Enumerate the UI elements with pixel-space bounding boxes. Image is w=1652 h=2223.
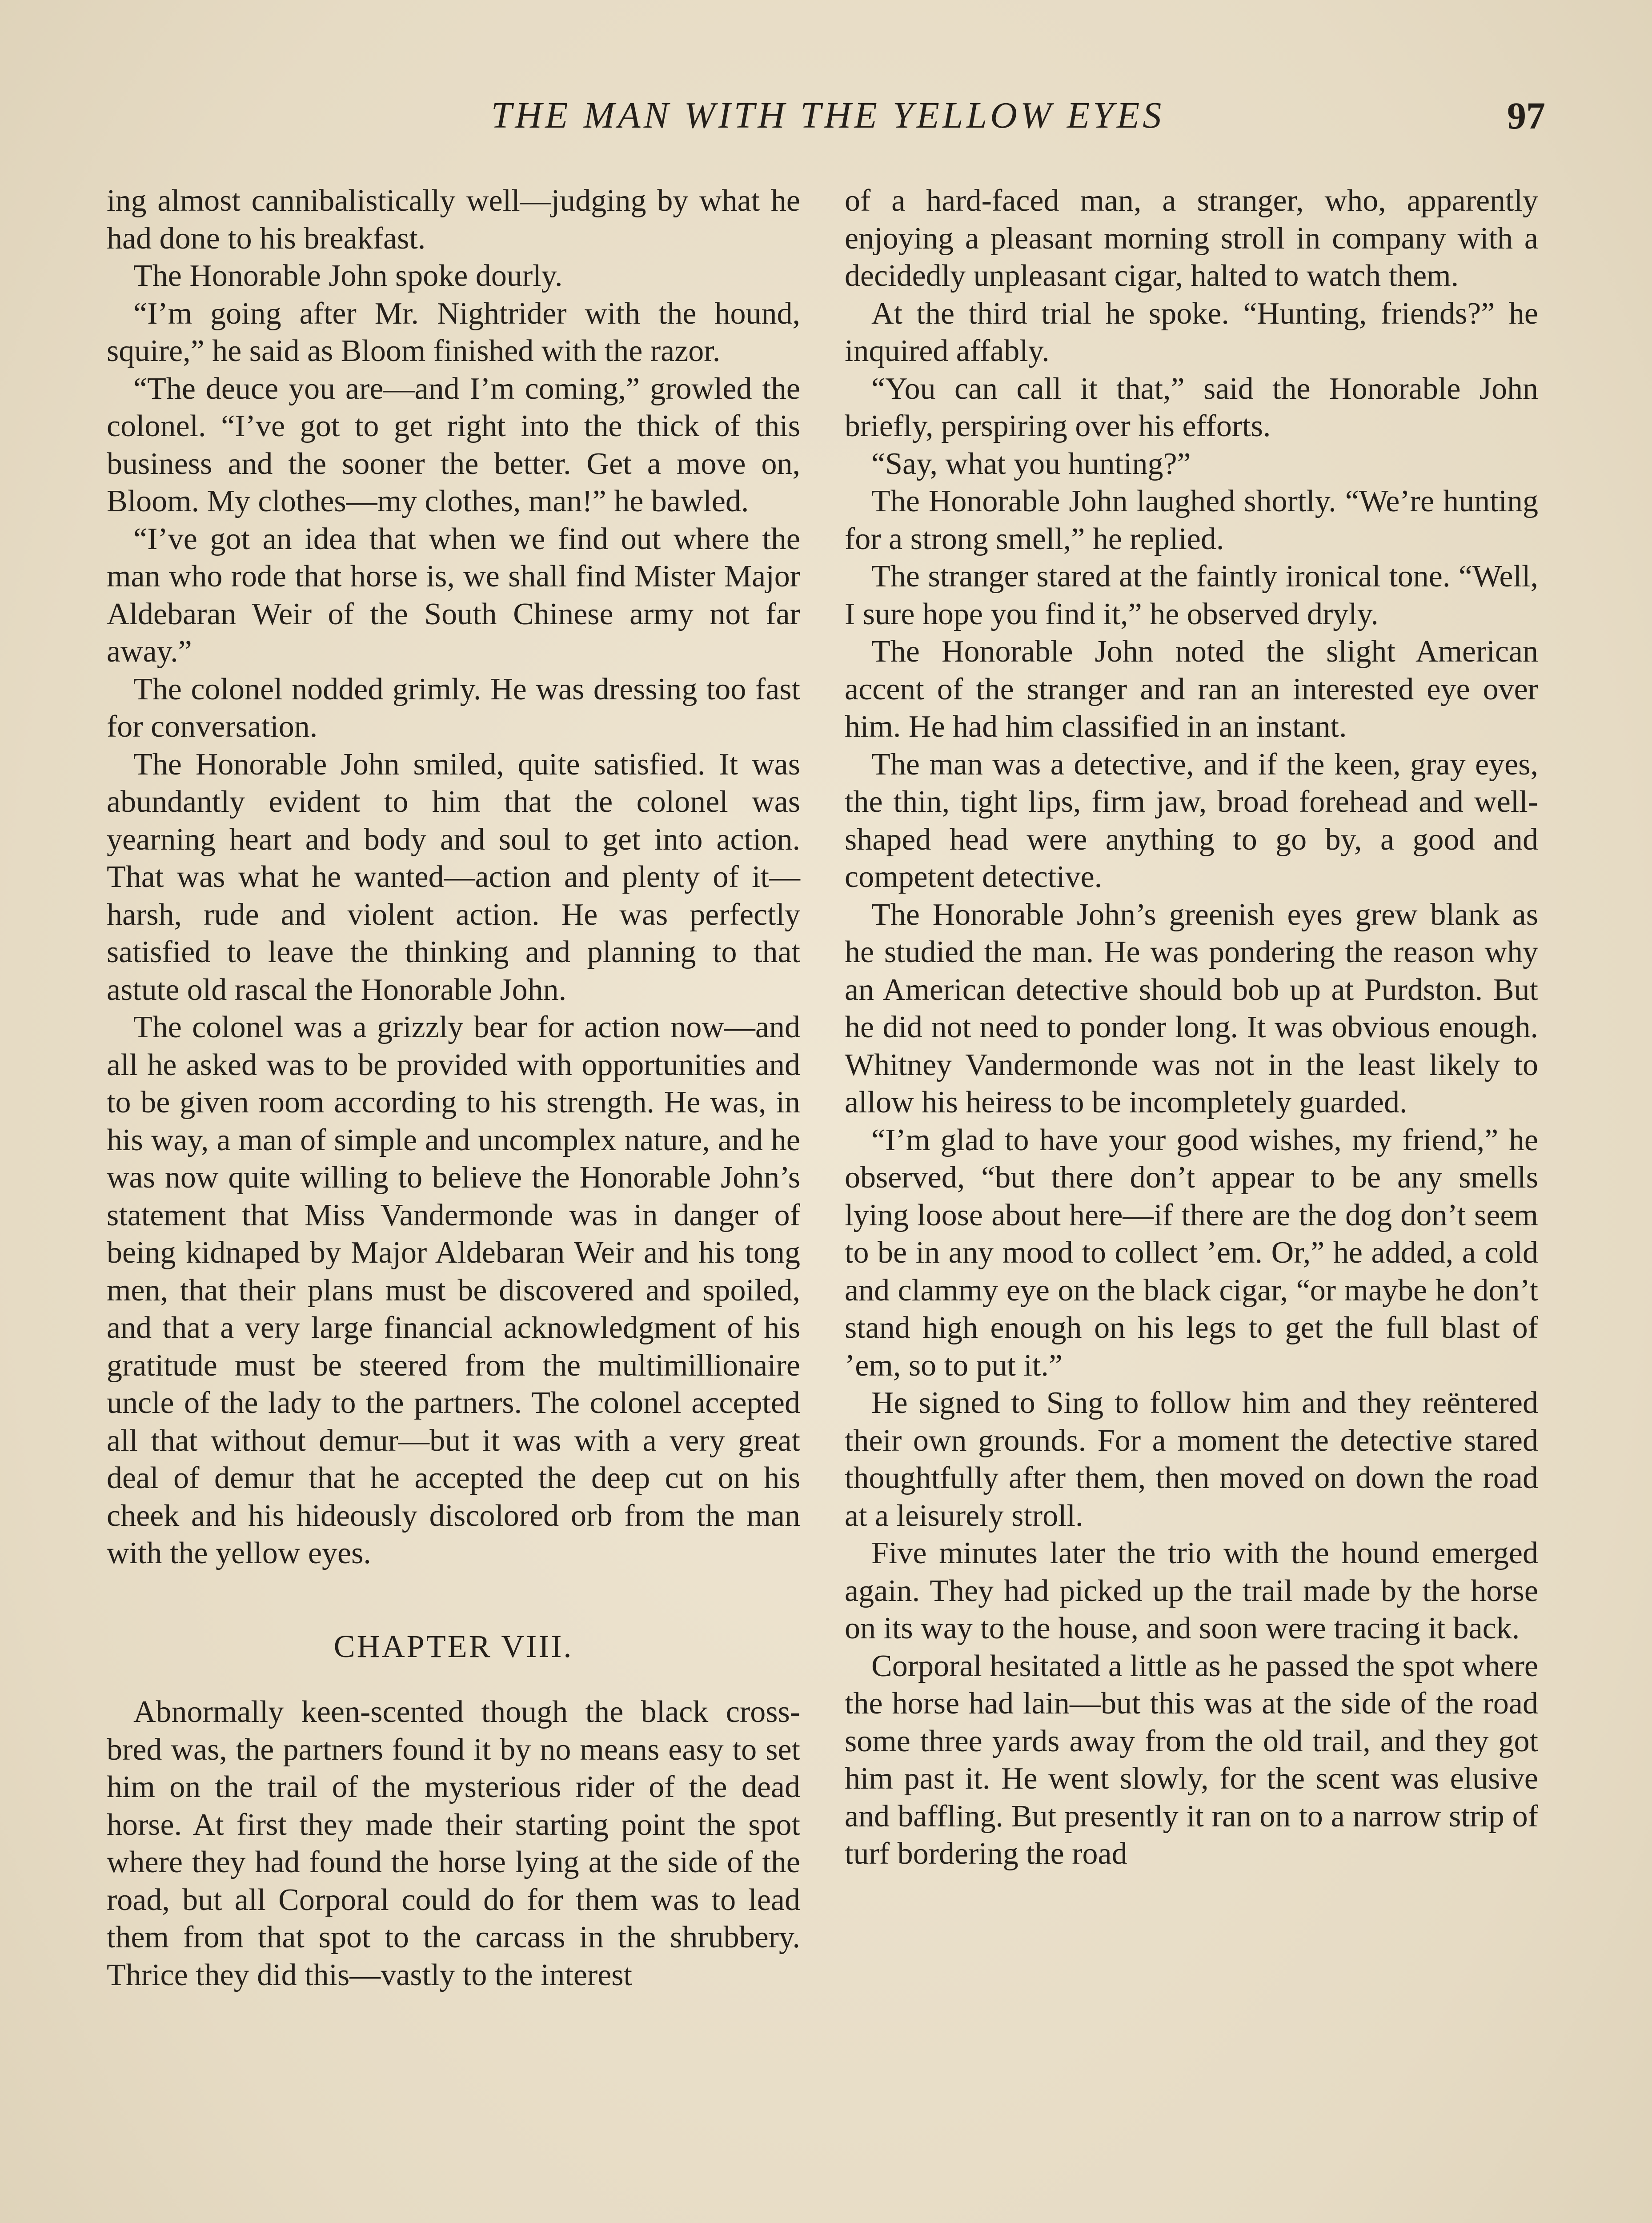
- paragraph: The Honorable John’s greenish eyes grew blank as he studied the man. He was pondering the reason why an American detective should bob up at Purdston. But he did not need to ponder long. It was obvious enough. Whitney Vandermonde was not in the least likely to allow his heiress to be incompletely guarded.: [845, 897, 1538, 1120]
- paragraph: “I’ve got an idea that when we find out where the man who rode that horse is, we shall find Mister Major Aldebaran Weir of the South Chinese army not far away.”: [107, 522, 800, 669]
- running-title: THE MAN WITH THE YELLOW EYES: [491, 95, 1165, 136]
- paragraph: He signed to Sing to follow him and they reëntered their own grounds. For a moment the detective stared thoughtfully after them, then moved on down the road at a leisurely stroll.: [845, 1386, 1538, 1533]
- paragraph: “You can call it that,” said the Honorable John briefly, perspiring over his efforts.: [845, 371, 1538, 443]
- paragraph: The stranger stared at the faintly ironical tone. “Well, I sure hope you find it,” he observed dryly.: [845, 559, 1538, 631]
- paragraph: The colonel nodded grimly. He was dressing too fast for conversation.: [107, 672, 800, 744]
- page-number: 97: [1507, 94, 1545, 137]
- paragraph: “I’m going after Mr. Nightrider with the hound, squire,” he said as Bloom finished with the razor.: [107, 296, 800, 368]
- paragraph: Five minutes later the trio with the hound emerged again. They had picked up the trail made by the horse on its way to the house, and soon were tracing it back.: [845, 1536, 1538, 1645]
- paragraph: Corporal hesitated a little as he passed the spot where the horse had lain—but this was at the side of the road some three yards away from the old trail, and they got him past it. He went slowly, for the scent was elusive and baffling. But presently it ran on to a narrow strip of turf bordering the road: [845, 1649, 1538, 1871]
- paragraph: The Honorable John smiled, quite satisfied. It was abundantly evident to him that the colonel was yearning heart and body and soul to get into action. That was what he wanted—action and plenty of it—harsh, rude and violent action. He was perfectly satisfied to leave the thinking and planning to that astute old rascal the Honorable John.: [107, 747, 800, 1007]
- paragraph: “The deuce you are—and I’m coming,” growled the colonel. “I’ve got to get right into the thick of this business and the sooner the better. Get a move on, Bloom. My clothes—my clothes, man!” he bawled.: [107, 371, 800, 518]
- paragraph: The Honorable John spoke dourly.: [133, 259, 563, 293]
- paragraph: “I’m glad to have your good wishes, my friend,” he observed, “but there don’t appear to be any smells lying loose about here—if there are the dog don’t seem to be in any mood to collect ’em. Or,” he added, a cold and clammy eye on the black cigar, “or maybe he don’t stand high enough on his legs to get the full blast of ’em, so to put it.”: [845, 1123, 1538, 1383]
- paragraph: ing almost cannibalistically well—judging by what he had done to his breakfast.: [107, 184, 800, 256]
- chapter-heading: CHAPTER VIII.: [333, 1628, 573, 1664]
- left-column: [107, 182, 800, 1994]
- paragraph: The Honorable John laughed shortly. “We’re hunting for a strong smell,” he replied.: [845, 484, 1538, 556]
- paragraph: Abnormally keen-scented though the black cross-bred was, the partners found it by no means easy to set him on the trail of the mysterious rider of the dead horse. At first they made their starting point the spot where they had found the horse lying at the side of the road, but all Corporal could do for them was to lead them from that spot to the carcass in the shrubbery. Thrice they did this—vastly to the interest: [107, 1695, 800, 1992]
- paragraph: At the third trial he spoke. “Hunting, friends?” he inquired affably.: [845, 296, 1538, 368]
- paragraph: The colonel was a grizzly bear for action now—and all he asked was to be provided with opportunities and to be given room according to his strength. He was, in his way, a man of simple and uncomplex nature, and he was now quite willing to believe the Honorable John’s statement that Miss Vandermonde was in danger of being kidnaped by Major Aldebaran Weir and his tong men, that their plans must be discovered and spoiled, and that a very large financial acknowledgment of his gratitude must be steered from the multimillionaire uncle of the lady to the partners. The colonel accepted all that without demur—but it was with a very great deal of demur that he accepted the deep cut on his cheek and his hideously discolored orb from the man with the yellow eyes.: [107, 1010, 800, 1570]
- paragraph: The man was a detective, and if the keen, gray eyes, the thin, tight lips, firm jaw, broad forehead and well-shaped head were anything to go by, a good and competent detective.: [845, 747, 1538, 894]
- page-header: [110, 89, 1545, 142]
- paragraph: of a hard-faced man, a stranger, who, apparently enjoying a pleasant morning stroll in company with a decidedly unpleasant cigar, halted to watch them.: [845, 184, 1538, 293]
- right-column: [845, 182, 1538, 1873]
- paragraph: “Say, what you hunting?”: [871, 446, 1191, 481]
- paragraph: The Honorable John noted the slight American accent of the stranger and ran an interested eye over him. He had him classified in an instant.: [845, 634, 1538, 744]
